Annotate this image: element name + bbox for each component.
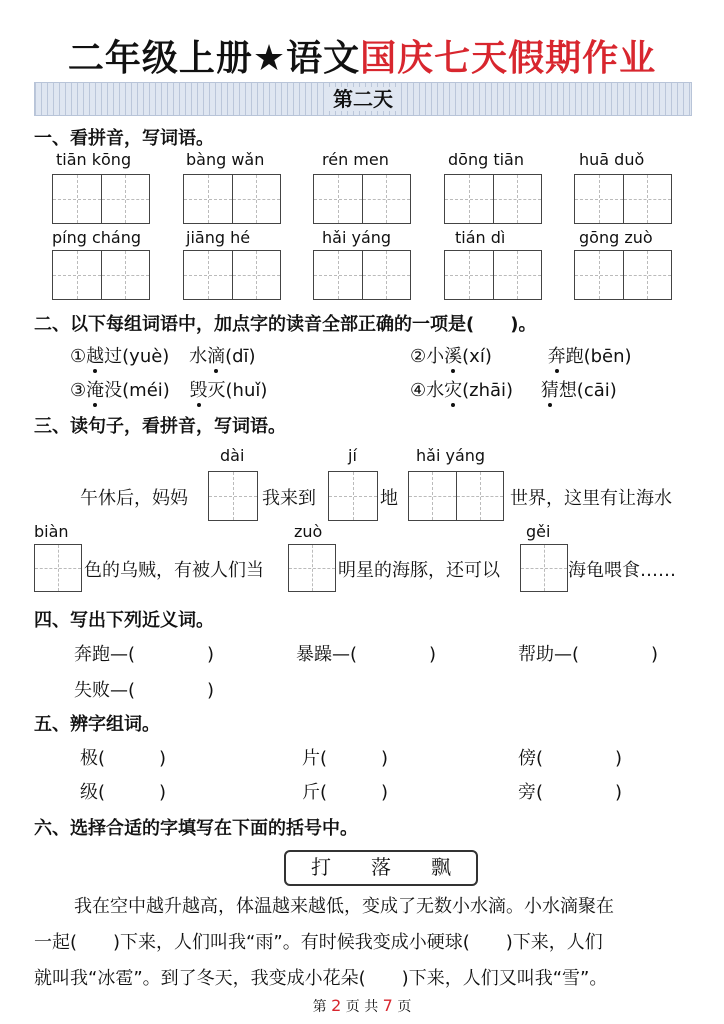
- passage-line: 一起( )下来，人们叫我“雨”。有时候我变成小硬球( )下来，人们: [34, 932, 603, 953]
- title-highlight: 国庆七天假期作业: [360, 38, 657, 79]
- writing-box[interactable]: [313, 174, 411, 224]
- section-2-title: 二、以下每组词语中，加点字的读音全部正确的一项是( )。: [34, 314, 537, 335]
- synonym-item[interactable]: 奔跑—( ): [74, 644, 215, 665]
- section-5-title: 五、辨字组词。: [34, 714, 160, 735]
- writing-box[interactable]: [34, 544, 82, 592]
- pinyin: biàn: [34, 522, 69, 541]
- pinyin: huā duǒ: [579, 150, 645, 169]
- writing-box[interactable]: [520, 544, 568, 592]
- sentence-text: 海龟喂食……: [568, 560, 676, 581]
- writing-box[interactable]: [52, 250, 150, 300]
- total-pages: 7: [382, 996, 393, 1015]
- section-6-title: 六、选择合适的字填写在下面的括号中。: [34, 818, 358, 839]
- writing-box[interactable]: [574, 174, 672, 224]
- sentence-text: 午休后，妈妈: [80, 488, 188, 509]
- pinyin: tián dì: [455, 228, 506, 247]
- section-4-title: 四、写出下列近义词。: [34, 610, 214, 631]
- sentence-text: 色的乌贼，有被人们当: [84, 560, 264, 581]
- option-4[interactable]: ④水灾(zhāi) 猜想(cāi): [410, 376, 617, 402]
- pinyin: gōng zuò: [579, 228, 653, 247]
- synonym-item[interactable]: 帮助—( ): [518, 644, 659, 665]
- word-option: 打: [311, 855, 331, 879]
- section-1-title: 一、看拼音，写词语。: [34, 128, 214, 149]
- option-2[interactable]: ②小溪(xí) 奔跑(bēn): [410, 342, 632, 368]
- char-item[interactable]: 级( ): [80, 782, 167, 803]
- pinyin: zuò: [294, 522, 323, 541]
- writing-box[interactable]: [574, 250, 672, 300]
- pinyin: jí: [348, 446, 357, 465]
- char-item[interactable]: 极( ): [80, 748, 167, 769]
- char-item[interactable]: 斤( ): [302, 782, 389, 803]
- writing-box[interactable]: [183, 174, 281, 224]
- word-option: 飘: [431, 855, 451, 879]
- char-item[interactable]: 旁( ): [518, 782, 623, 803]
- pinyin: hǎi yáng: [416, 446, 486, 465]
- pinyin: dōng tiān: [448, 150, 524, 169]
- writing-box[interactable]: [52, 174, 150, 224]
- char-item[interactable]: 片( ): [302, 748, 389, 769]
- pinyin: hǎi yáng: [322, 228, 392, 247]
- sentence-text: 世界，这里有让海水: [510, 488, 672, 509]
- writing-box[interactable]: [288, 544, 336, 592]
- pinyin: gěi: [526, 522, 551, 541]
- pinyin: jiāng hé: [186, 228, 251, 247]
- page-footer: 第 2 页 共 7 页: [312, 996, 412, 1015]
- pinyin: tiān kōng: [56, 150, 132, 169]
- writing-box[interactable]: [183, 250, 281, 300]
- word-bank: [284, 850, 478, 886]
- writing-box[interactable]: [444, 250, 542, 300]
- option-1[interactable]: ①越过(yuè) 水滴(dī): [70, 342, 256, 368]
- section-3-title: 三、读句子，看拼音，写词语。: [34, 416, 286, 437]
- passage-line: 我在空中越升越高，体温越来越低，变成了无数小水滴。小水滴聚在: [74, 896, 614, 917]
- writing-box[interactable]: [444, 174, 542, 224]
- writing-box[interactable]: [328, 471, 378, 521]
- option-3[interactable]: ③淹没(méi) 毁灭(huǐ): [70, 376, 267, 402]
- writing-box[interactable]: [408, 471, 504, 521]
- sentence-text: 明星的海豚，还可以: [338, 560, 500, 581]
- pinyin: bàng wǎn: [186, 150, 265, 169]
- title-main: 二年级上册★语文: [67, 38, 361, 79]
- pinyin: píng cháng: [52, 228, 142, 247]
- page-number: 2: [331, 996, 342, 1015]
- char-item[interactable]: 傍( ): [518, 748, 623, 769]
- sentence-text: 地: [380, 488, 398, 509]
- pinyin: rén men: [322, 150, 389, 169]
- pinyin: dài: [220, 446, 245, 465]
- writing-box[interactable]: [208, 471, 258, 521]
- writing-box[interactable]: [313, 250, 411, 300]
- synonym-item[interactable]: 失败—( ): [74, 680, 215, 701]
- sentence-text: 我来到: [262, 488, 316, 509]
- synonym-item[interactable]: 暴躁—( ): [296, 644, 437, 665]
- passage-line: 就叫我“冰雹”。到了冬天，我变成小花朵( )下来，人们又叫我“雪”。: [34, 968, 608, 989]
- day-banner: [34, 82, 692, 116]
- day-label: 第二天: [327, 87, 399, 111]
- word-option: 落: [371, 855, 391, 879]
- page-title: [0, 30, 724, 81]
